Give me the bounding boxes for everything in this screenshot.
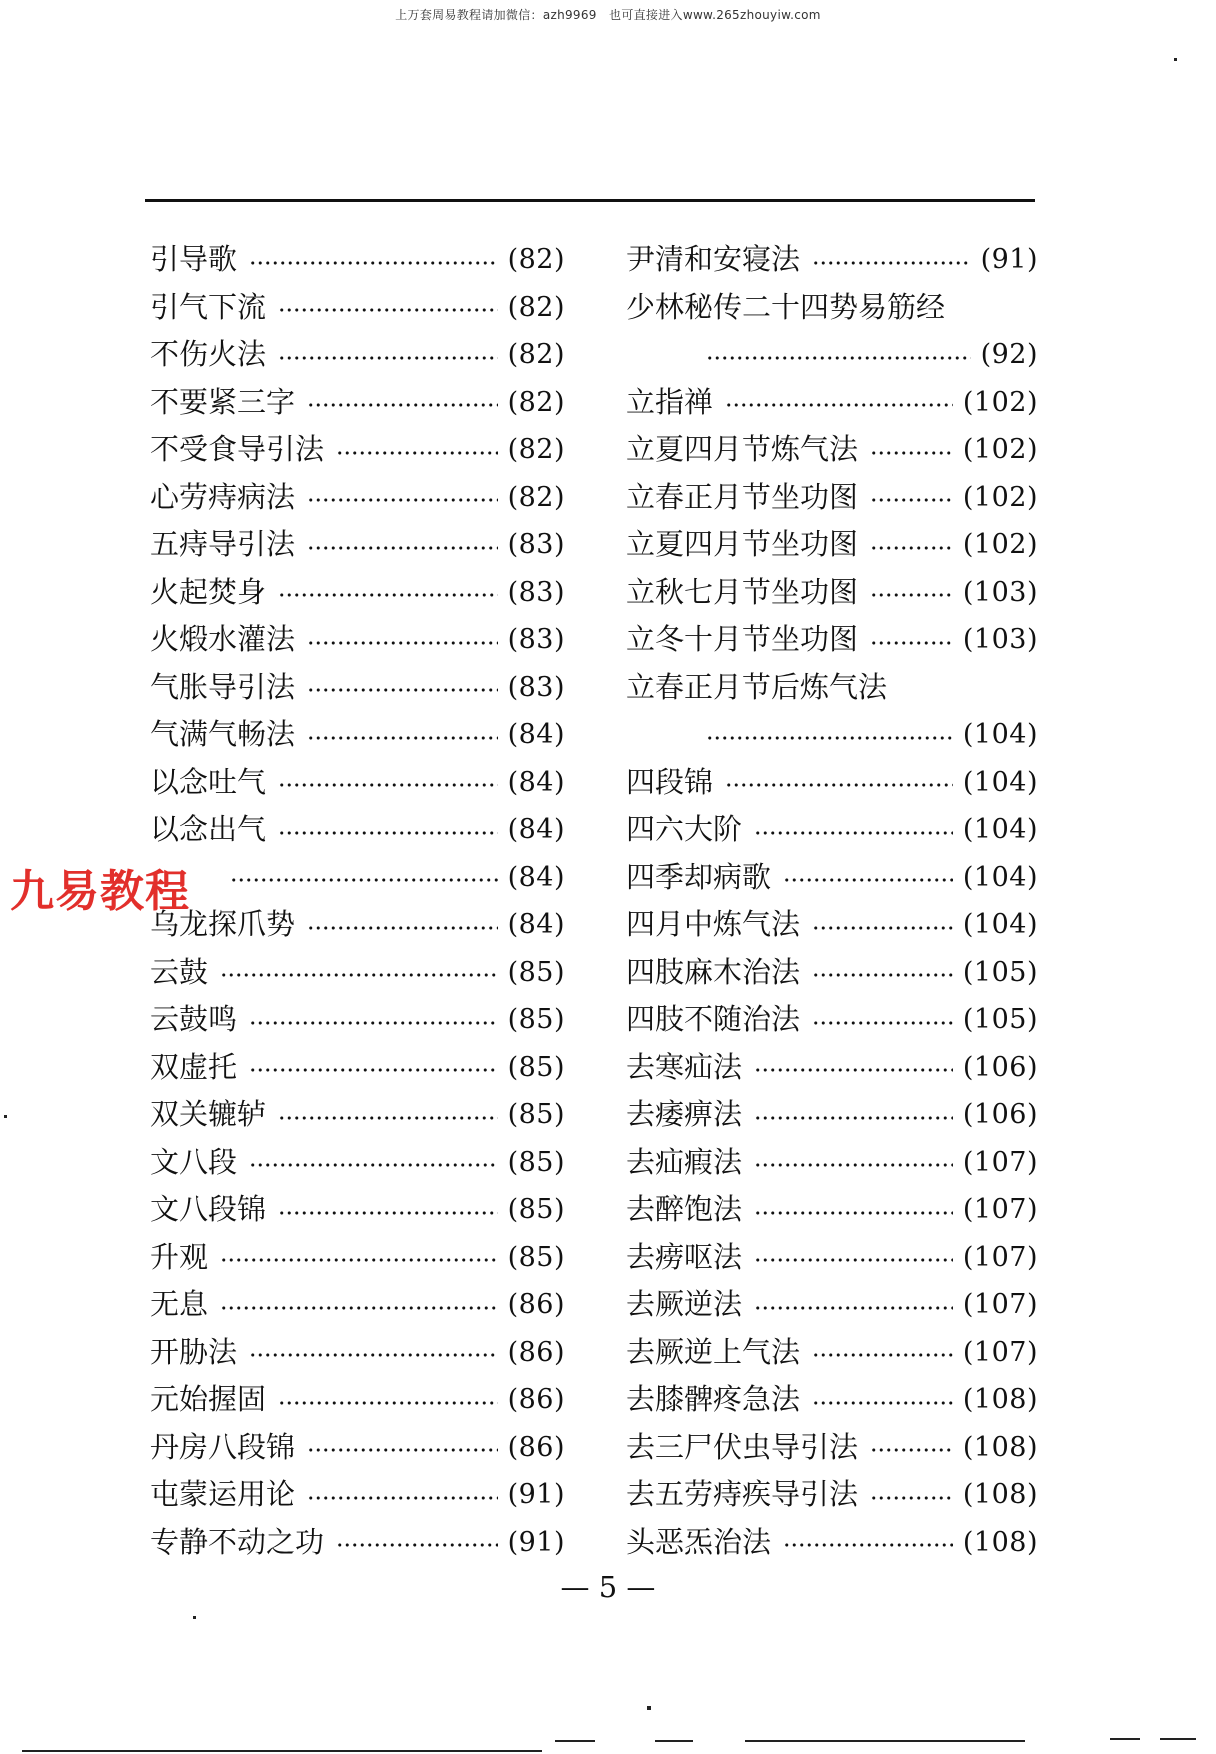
dot-leader	[725, 401, 953, 409]
toc-entry	[626, 1139, 1038, 1187]
toc-entry-page: (104)	[962, 766, 1038, 798]
toc-entry	[150, 1329, 565, 1377]
toc-entry-page: (102)	[962, 529, 1038, 561]
toc-entry-title: 去寒疝法	[626, 1049, 743, 1084]
toc-entry-title: 文八段锦	[150, 1192, 267, 1227]
toc-entry-title: 四段锦	[626, 764, 714, 799]
toc-entry	[626, 616, 1038, 664]
toc-entry	[626, 996, 1038, 1044]
toc-entry	[150, 711, 565, 759]
dot-leader	[278, 306, 498, 314]
toc-entry-page: (86)	[507, 1431, 565, 1463]
toc-entry	[626, 664, 1038, 712]
toc-entry-page: (104)	[962, 861, 1038, 893]
toc-entry	[150, 569, 565, 617]
toc-entry-page: (83)	[507, 576, 565, 608]
dot-leader	[754, 1304, 953, 1312]
scan-edge-mark	[1160, 1738, 1196, 1740]
dot-leader	[706, 354, 971, 362]
toc-entry-page: (104)	[962, 814, 1038, 846]
toc-entry-page: (108)	[962, 1479, 1038, 1511]
toc-entry	[150, 474, 565, 522]
toc-entry	[150, 379, 565, 427]
dot-leader	[278, 591, 498, 599]
toc-entry-page: (102)	[962, 434, 1038, 466]
toc-entry	[150, 664, 565, 712]
toc-entry-page: (84)	[507, 719, 565, 751]
toc-entry	[150, 1519, 565, 1567]
toc-entry-page: (85)	[507, 1051, 565, 1083]
dot-leader	[754, 1161, 953, 1169]
dot-leader	[754, 1066, 953, 1074]
toc-entry-page: (84)	[507, 909, 565, 941]
toc-entry-page: (91)	[980, 244, 1038, 276]
dot-leader	[278, 1114, 498, 1122]
toc-entry	[150, 854, 565, 902]
toc-entry-page: (85)	[507, 1194, 565, 1226]
toc-entry	[150, 426, 565, 474]
toc-entry-title: 火煅水灌法	[150, 622, 296, 657]
toc-right-column	[626, 236, 1038, 1566]
toc-entry-title: 去五劳痔疾导引法	[626, 1477, 859, 1512]
dot-leader	[870, 1494, 953, 1502]
toc-entry-page: (85)	[507, 1146, 565, 1178]
scan-speck	[1174, 58, 1177, 61]
toc-entry-title: 立冬十月节坐功图	[626, 622, 859, 657]
dot-leader	[812, 259, 971, 267]
dot-leader	[307, 924, 498, 932]
toc-entry-title: 立夏四月节炼气法	[626, 432, 859, 467]
toc-entry-page: (86)	[507, 1336, 565, 1368]
toc-entry	[150, 759, 565, 807]
toc-entry-page: (107)	[962, 1289, 1038, 1321]
toc-entry-title: 气胀导引法	[150, 669, 296, 704]
toc-entry-title: 去疝瘕法	[626, 1144, 743, 1179]
toc-entry-page: (86)	[507, 1384, 565, 1416]
toc-entry-page: (103)	[962, 624, 1038, 656]
toc-entry-page: (107)	[962, 1146, 1038, 1178]
dot-leader	[870, 449, 953, 457]
header-rule	[145, 199, 1035, 202]
dot-leader	[336, 1541, 498, 1549]
toc-entry	[150, 236, 565, 284]
dot-leader	[230, 876, 498, 884]
toc-entry-title: 双虚托	[150, 1049, 238, 1084]
dot-leader	[220, 1304, 498, 1312]
dot-leader	[783, 1541, 953, 1549]
toc-entry-page: (83)	[507, 671, 565, 703]
toc-entry	[626, 236, 1038, 284]
toc-entry-title: 去醉饱法	[626, 1192, 743, 1227]
dot-leader	[220, 971, 498, 979]
dot-leader	[754, 829, 953, 837]
toc-entry-title: 四季却病歌	[626, 859, 772, 894]
toc-entry-title: 云鼓	[150, 954, 209, 989]
toc-entry-title: 引导歌	[150, 242, 238, 277]
scan-edge-mark	[1110, 1738, 1140, 1740]
toc-entry-page: (82)	[507, 339, 565, 371]
page-number: — 5 —	[560, 1570, 656, 1604]
dot-leader	[307, 496, 498, 504]
toc-entry	[626, 1044, 1038, 1092]
toc-entry-title: 尹清和安寝法	[626, 242, 801, 277]
toc-entry-page: (104)	[962, 909, 1038, 941]
dot-leader	[336, 449, 498, 457]
toc-entry	[626, 854, 1038, 902]
toc-entry-title: 火起焚身	[150, 574, 267, 609]
toc-entry-title: 四肢不随治法	[626, 1002, 801, 1037]
toc-entry-title: 心劳痔病法	[150, 479, 296, 514]
toc-entry-page: (82)	[507, 481, 565, 513]
dot-leader	[754, 1114, 953, 1122]
toc-entry	[626, 379, 1038, 427]
toc-entry	[626, 1329, 1038, 1377]
toc-entry-page: (86)	[507, 1289, 565, 1321]
toc-entry-page: (105)	[962, 956, 1038, 988]
toc-entry	[626, 1519, 1038, 1567]
toc-entry-page: (85)	[507, 1004, 565, 1036]
top-banner: 上万套周易教程请加微信：azh9969 也可直接进入www.265zhouyiw.com	[395, 8, 821, 22]
toc-entry-page: (91)	[507, 1479, 565, 1511]
toc-entry	[626, 426, 1038, 474]
dot-leader	[249, 1066, 498, 1074]
dot-leader	[706, 734, 953, 742]
toc-entry	[150, 1044, 565, 1092]
dot-leader	[278, 829, 498, 837]
toc-entry	[150, 1376, 565, 1424]
toc-entry	[626, 331, 1038, 379]
toc-entry	[626, 1234, 1038, 1282]
toc-entry-title: 五痔导引法	[150, 527, 296, 562]
toc-entry-page: (82)	[507, 244, 565, 276]
toc-entry-title: 引气下流	[150, 289, 267, 324]
toc-entry-page: (102)	[962, 386, 1038, 418]
dot-leader	[783, 876, 953, 884]
toc-entry-page: (82)	[507, 386, 565, 418]
toc-entry-title: 云鼓鸣	[150, 1002, 238, 1037]
scan-edge-mark	[555, 1740, 595, 1742]
toc-entry-title: 立春正月节后炼气法	[626, 669, 888, 704]
dot-leader	[870, 639, 953, 647]
dot-leader	[278, 354, 498, 362]
dot-leader	[307, 639, 498, 647]
toc-entry-title: 头恶炁治法	[626, 1524, 772, 1559]
toc-entry-title: 气满气畅法	[150, 717, 296, 752]
dot-leader	[754, 1256, 953, 1264]
toc-entry-title: 不要紧三字	[150, 384, 296, 419]
toc-entry	[626, 569, 1038, 617]
toc-entry	[150, 806, 565, 854]
toc-entry-title: 去厥逆上气法	[626, 1334, 801, 1369]
toc-entry-page: (83)	[507, 529, 565, 561]
toc-entry	[150, 1281, 565, 1329]
toc-entry-title: 文八段	[150, 1144, 238, 1179]
scan-edge-mark	[22, 1750, 542, 1752]
dot-leader	[307, 544, 498, 552]
toc-entry	[150, 1471, 565, 1519]
toc-entry-page: (82)	[507, 291, 565, 323]
toc-entry-page: (85)	[507, 1241, 565, 1273]
dot-leader	[870, 496, 953, 504]
toc-entry-title: 无息	[150, 1287, 209, 1322]
toc-entry-title: 以念吐气	[150, 764, 267, 799]
scan-speck	[193, 1616, 196, 1619]
toc-entry-page: (85)	[507, 956, 565, 988]
toc-entry	[626, 1376, 1038, 1424]
dot-leader	[812, 1399, 953, 1407]
dot-leader	[307, 1446, 498, 1454]
toc-entry-title: 开胁法	[150, 1334, 238, 1369]
toc-entry-title: 四月中炼气法	[626, 907, 801, 942]
toc-entry-title: 去三尸伏虫导引法	[626, 1429, 859, 1464]
toc-entry-title: 立指禅	[626, 384, 714, 419]
toc-entry-title: 四六大阶	[626, 812, 743, 847]
toc-entry-page: (84)	[507, 814, 565, 846]
toc-entry-page: (107)	[962, 1336, 1038, 1368]
toc-entry-page: (108)	[962, 1526, 1038, 1558]
dot-leader	[249, 1351, 498, 1359]
toc-entry	[150, 1234, 565, 1282]
toc-entry-page: (92)	[980, 339, 1038, 371]
scan-speck	[4, 1115, 7, 1118]
watermark-logo: 九易教程	[10, 866, 190, 917]
dot-leader	[278, 1209, 498, 1217]
dot-leader	[278, 781, 498, 789]
toc-entry	[626, 1091, 1038, 1139]
toc-entry	[626, 759, 1038, 807]
toc-left-column	[150, 236, 565, 1566]
toc-entry	[626, 284, 1038, 332]
toc-entry-page: (85)	[507, 1099, 565, 1131]
toc-entry	[150, 1091, 565, 1139]
toc-entry	[626, 474, 1038, 522]
toc-entry-page: (104)	[962, 719, 1038, 751]
toc-entry-title: 立春正月节坐功图	[626, 479, 859, 514]
toc-entry	[626, 1471, 1038, 1519]
toc-entry	[626, 806, 1038, 854]
toc-entry	[150, 1186, 565, 1234]
toc-entry-page: (102)	[962, 481, 1038, 513]
dot-leader	[754, 1209, 953, 1217]
scan-edge-mark	[745, 1740, 1025, 1742]
toc-entry	[150, 1139, 565, 1187]
toc-entry-page: (106)	[962, 1099, 1038, 1131]
dot-leader	[812, 971, 953, 979]
toc-entry-title: 立秋七月节坐功图	[626, 574, 859, 609]
toc-entry-page: (84)	[507, 766, 565, 798]
toc-entry-title: 元始握固	[150, 1382, 267, 1417]
toc-entry	[150, 331, 565, 379]
toc-entry-title: 以念出气	[150, 812, 267, 847]
toc-entry	[626, 901, 1038, 949]
toc-entry-title: 四肢麻木治法	[626, 954, 801, 989]
dot-leader	[870, 591, 953, 599]
toc-entry-page: (107)	[962, 1241, 1038, 1273]
toc-entry	[626, 1281, 1038, 1329]
toc-entry-page: (82)	[507, 434, 565, 466]
toc-entry-title: 去痨呕法	[626, 1239, 743, 1274]
dot-leader	[307, 401, 498, 409]
toc-entry	[150, 996, 565, 1044]
toc-entry-title: 不伤火法	[150, 337, 267, 372]
toc-entry-page: (103)	[962, 576, 1038, 608]
toc-entry-page: (105)	[962, 1004, 1038, 1036]
toc-entry-title: 去痿痹法	[626, 1097, 743, 1132]
toc-entry-title: 升观	[150, 1239, 209, 1274]
dot-leader	[307, 1494, 498, 1502]
dot-leader	[249, 1161, 498, 1169]
dot-leader	[307, 734, 498, 742]
toc-entry-title: 不受食导引法	[150, 432, 325, 467]
dot-leader	[249, 259, 498, 267]
toc-entry-title: 去膝髀疼急法	[626, 1382, 801, 1417]
toc-entry-title: 专静不动之功	[150, 1524, 325, 1559]
toc-entry	[150, 284, 565, 332]
dot-leader	[725, 781, 953, 789]
toc-entry-title: 双关辘轳	[150, 1097, 267, 1132]
toc-entry-page: (106)	[962, 1051, 1038, 1083]
scan-speck	[647, 1706, 651, 1710]
toc-entry-title: 少林秘传二十四势易筋经	[626, 289, 946, 324]
toc-entry	[150, 521, 565, 569]
toc-entry-page: (83)	[507, 624, 565, 656]
toc-entry-title: 丹房八段锦	[150, 1429, 296, 1464]
toc-entry-page: (91)	[507, 1526, 565, 1558]
toc-entry-page: (84)	[507, 861, 565, 893]
dot-leader	[870, 1446, 953, 1454]
toc-entry	[626, 1424, 1038, 1472]
toc-entry	[150, 901, 565, 949]
toc-entry-title: 立夏四月节坐功图	[626, 527, 859, 562]
toc-entry-page: (107)	[962, 1194, 1038, 1226]
toc-entry	[626, 711, 1038, 759]
dot-leader	[307, 686, 498, 694]
dot-leader	[278, 1399, 498, 1407]
toc-entry	[150, 949, 565, 997]
dot-leader	[249, 1019, 498, 1027]
toc-entry-title: 乌龙探爪势	[150, 907, 296, 942]
toc-entry-title: 屯蒙运用论	[150, 1477, 296, 1512]
toc-entry	[626, 949, 1038, 997]
toc-entry	[626, 521, 1038, 569]
toc-entry	[150, 616, 565, 664]
scan-edge-mark	[655, 1740, 693, 1742]
dot-leader	[220, 1256, 498, 1264]
dot-leader	[870, 544, 953, 552]
toc-entry-page: (108)	[962, 1384, 1038, 1416]
toc-entry	[626, 1186, 1038, 1234]
toc-entry	[150, 1424, 565, 1472]
dot-leader	[812, 1351, 953, 1359]
dot-leader	[812, 924, 953, 932]
dot-leader	[812, 1019, 953, 1027]
toc-entry-page: (108)	[962, 1431, 1038, 1463]
toc-entry-title: 去厥逆法	[626, 1287, 743, 1322]
